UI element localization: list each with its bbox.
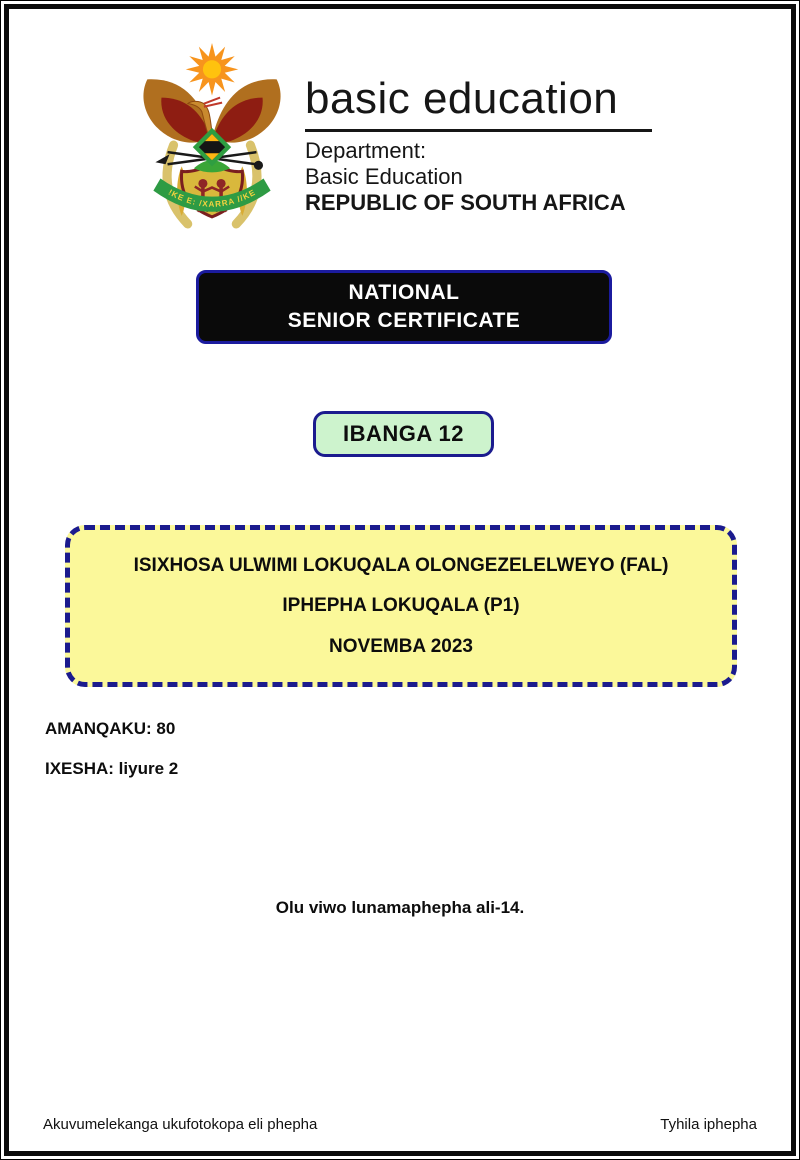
page-count-note: Olu viwo lunamaphepha ali-14. (275, 898, 525, 917)
coat-of-arms (131, 39, 293, 231)
exam-details (45, 719, 178, 799)
certificate-banner-line2: SENIOR CERTIFICATE (287, 309, 521, 332)
motto-text: !KE E: /XARRA //KE (166, 187, 258, 209)
grade-badge (313, 411, 494, 457)
wordmark-underline (305, 129, 652, 132)
sun-icon (186, 43, 239, 96)
department-name: Basic Education (305, 164, 463, 189)
certificate-banner-line1: NATIONAL (348, 281, 460, 304)
department-logo-text (305, 75, 665, 216)
subject-title: ISIXHOSA ULWIMI LOKUQALA OLONGEZELELWEYO (FAL) (133, 554, 669, 576)
paper-number: IPHEPHA LOKUQALA (P1) (282, 595, 520, 616)
copyright-notice: Akuvumelekanga ukufotokopa eli phepha (43, 1116, 318, 1133)
marks-label: AMANQAKU: 80 (45, 719, 176, 738)
wordmark: basic education (305, 74, 619, 123)
grade-badge-label: IBANGA 12 (342, 421, 465, 446)
time-label: IXESHA: liyure 2 (45, 759, 179, 778)
turn-over-label: Tyhila iphepha (660, 1116, 757, 1133)
certificate-banner (196, 270, 612, 344)
exam-date: NOVEMBA 2023 (329, 635, 473, 657)
department-label: Department: (305, 138, 427, 163)
country-name: REPUBLIC OF SOUTH AFRICA (305, 190, 626, 215)
page-border (4, 4, 796, 1156)
paper-title-box (65, 525, 737, 687)
page-footer (43, 1116, 757, 1133)
